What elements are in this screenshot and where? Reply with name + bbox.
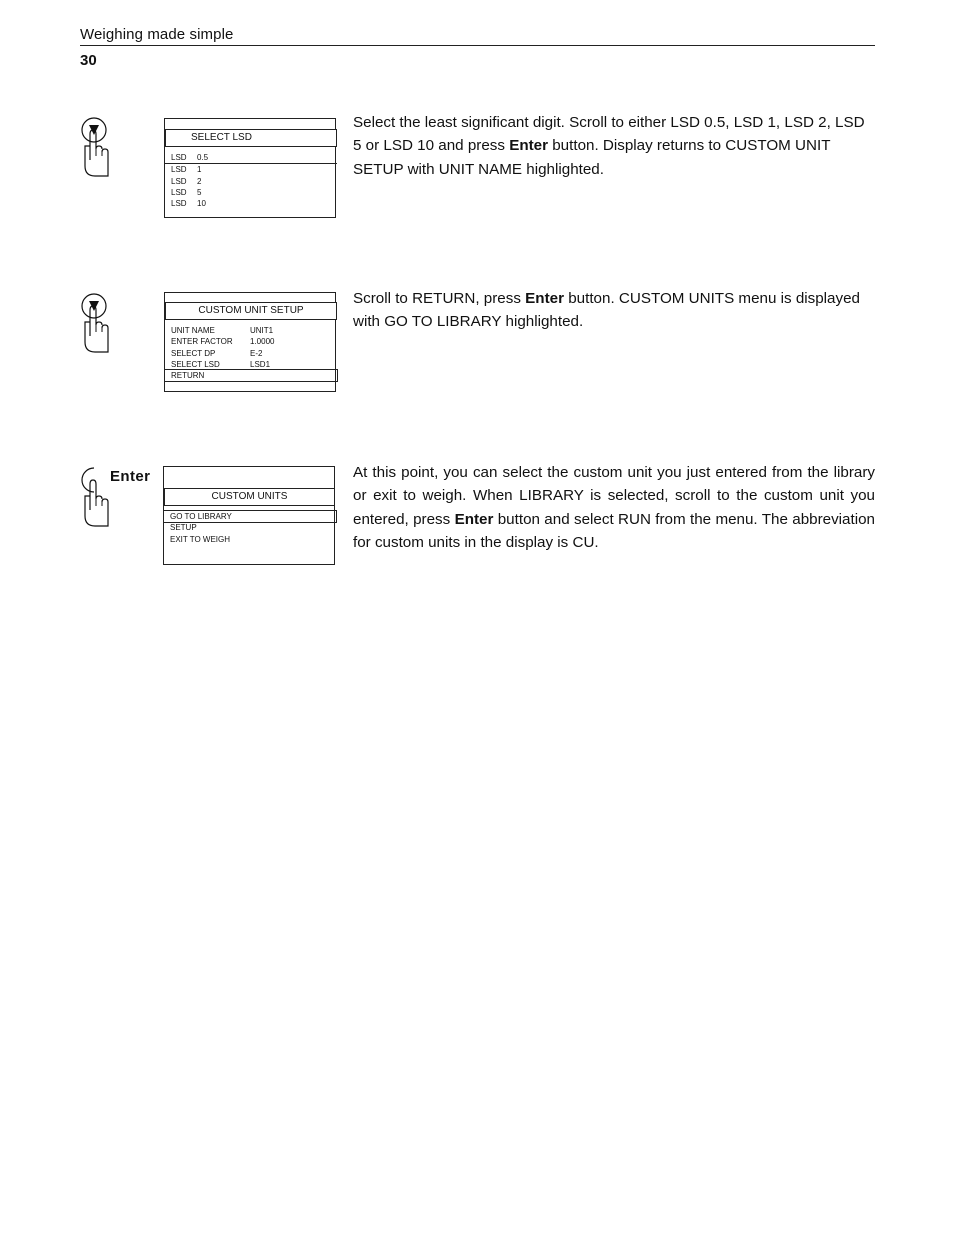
row-label: LSD [171, 187, 187, 197]
row-value: E-2 [250, 348, 263, 358]
instruction-text: Select the least significant digit. Scroll to either LSD 0.5, LSD 1, LSD 2, LSD 5 or LSD 10 and press [353, 114, 865, 155]
display-list [171, 325, 331, 381]
display-row[interactable] [171, 348, 331, 359]
row-value: 5 [197, 187, 202, 197]
display-list [170, 511, 330, 545]
row-value: LSD1 [250, 359, 271, 369]
row-label: GO TO LIBRARY [170, 512, 232, 521]
display-row-selected[interactable] [164, 511, 336, 522]
row-label: LSD [171, 199, 187, 209]
enter-keyword: Enter [454, 510, 494, 528]
lcd-display [163, 466, 335, 565]
instruction-text: At this point, you can select the custom unit you just entered from the library or exit to weigh. When LIBRARY is selected, scroll to the custom unit you entered, press [353, 464, 875, 528]
page-number: 30 [80, 52, 97, 69]
row-value: 0.5 [197, 153, 209, 162]
row-label: UNIT NAME [171, 326, 215, 335]
enter-keyword: Enter [509, 137, 549, 155]
row-label: SELECT DP [171, 348, 216, 358]
row-label: SELECT LSD [171, 359, 220, 369]
lcd-display [164, 118, 336, 218]
enter-button-label[interactable]: Enter [110, 468, 151, 485]
instruction-text: Scroll to RETURN, press [353, 290, 526, 307]
display-row[interactable] [170, 534, 330, 545]
hand-press-down-arrow-icon [78, 292, 118, 354]
row-value: 2 [197, 176, 202, 186]
row-label: ENTER FACTOR [171, 337, 233, 347]
row-label: LSD [171, 176, 187, 186]
display-title: SELECT LSD [165, 129, 337, 147]
display-row[interactable] [171, 176, 331, 187]
lcd-display [164, 292, 336, 392]
step-instructions [353, 111, 875, 181]
display-row[interactable] [171, 187, 331, 198]
display-row[interactable] [171, 336, 331, 347]
display-title: CUSTOM UNITS [164, 488, 335, 506]
display-row[interactable] [171, 359, 331, 370]
step-instructions [353, 461, 875, 555]
display-row[interactable] [170, 522, 330, 533]
enter-keyword: Enter [525, 290, 564, 307]
instruction-text: button and select RUN from the menu. The abbreviation for custom units in the display is CU. [353, 510, 875, 552]
display-title: CUSTOM UNIT SETUP [165, 302, 337, 320]
hand-press-enter-icon [78, 466, 151, 528]
display-row-selected[interactable] [165, 370, 337, 381]
row-label: SETUP [170, 523, 197, 533]
hand-press-down-arrow-icon [78, 116, 118, 178]
display-row[interactable] [171, 325, 331, 336]
row-label: LSD [171, 153, 187, 162]
step-instructions [353, 287, 875, 334]
instruction-text: button. CUSTOM UNITS menu is displayed with GO TO LIBRARY highlighted. [353, 290, 860, 331]
instruction-text: button. Display returns to CUSTOM UNIT SETUP with UNIT NAME highlighted. [353, 137, 831, 178]
row-label: RETURN [171, 371, 205, 381]
page-header [80, 26, 875, 46]
display-row[interactable] [171, 198, 331, 209]
header-title: Weighing made simple [80, 26, 234, 43]
row-value: 1.0000 [250, 337, 275, 347]
display-row-selected[interactable] [165, 152, 337, 164]
row-value: 1 [197, 165, 202, 175]
display-list [171, 152, 331, 209]
row-value: 10 [197, 199, 206, 209]
display-row[interactable] [171, 164, 331, 175]
row-label: LSD [171, 165, 187, 175]
row-label: EXIT TO WEIGH [170, 534, 231, 544]
row-value: UNIT1 [250, 326, 274, 335]
header-rule [80, 45, 875, 46]
